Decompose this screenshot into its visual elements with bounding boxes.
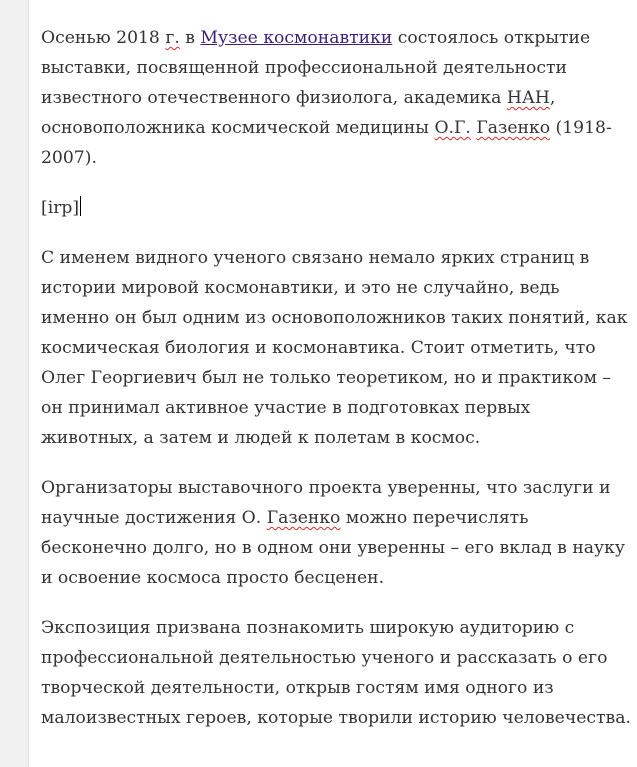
paragraph-history[interactable]: С именем видного ученого связано немало ярких страниц в истории мировой космонавтики, и это не случайно, ведь именно он был одним из основоположников таких понятий, как космическая биология и космонавтика. Стоит отметить, что Олег Георгиевич был не только теоретиком, но и практиком – он принимал активное участие в подготовках первых животных, а затем и людей к полетам в космос. <box>41 248 628 448</box>
text: (1918-2007). <box>41 118 612 168</box>
misspelled-word[interactable]: Газенко <box>476 118 551 138</box>
misspelled-word[interactable]: Газенко <box>266 508 341 528</box>
text: , основоположника космической медицины <box>41 88 556 138</box>
article-content[interactable] <box>41 23 631 753</box>
text: можно перечислять бесконечно долго, но в одном они уверенны – его вклад в науку и освоение космоса просто бесценен. <box>41 508 625 588</box>
text: состоялось открытие выставки, посвященной профессиональной деятельности известного отечественного физиолога, академика <box>41 28 591 108</box>
paragraph-organizers[interactable] <box>41 473 631 593</box>
museum-link[interactable]: Музее космонавтики <box>200 28 393 48</box>
paragraph-exposition[interactable]: Экспозиция призвана познакомить широкую аудиторию с профессиональной деятельностью ученого и рассказать о его творческой деятельности, открыв гостям имя одного из малоизвестных героев, которые творили историю человечества. <box>41 618 631 728</box>
text: Организаторы выставочного проекта уверенны, что заслуги и научные достижения О. <box>41 478 611 528</box>
editor-body[interactable] <box>28 0 637 767</box>
misspelled-word[interactable]: О.Г. <box>434 118 471 138</box>
paragraph-intro[interactable] <box>41 23 631 173</box>
shortcode-text: [irp] <box>41 198 80 218</box>
text-cursor <box>80 196 81 216</box>
misspelled-word[interactable]: г. <box>165 28 180 48</box>
shortcode-paragraph[interactable] <box>41 193 631 223</box>
misspelled-word[interactable]: НАН <box>506 88 550 108</box>
text: Осенью 2018 <box>41 28 166 48</box>
text: в <box>179 28 201 48</box>
